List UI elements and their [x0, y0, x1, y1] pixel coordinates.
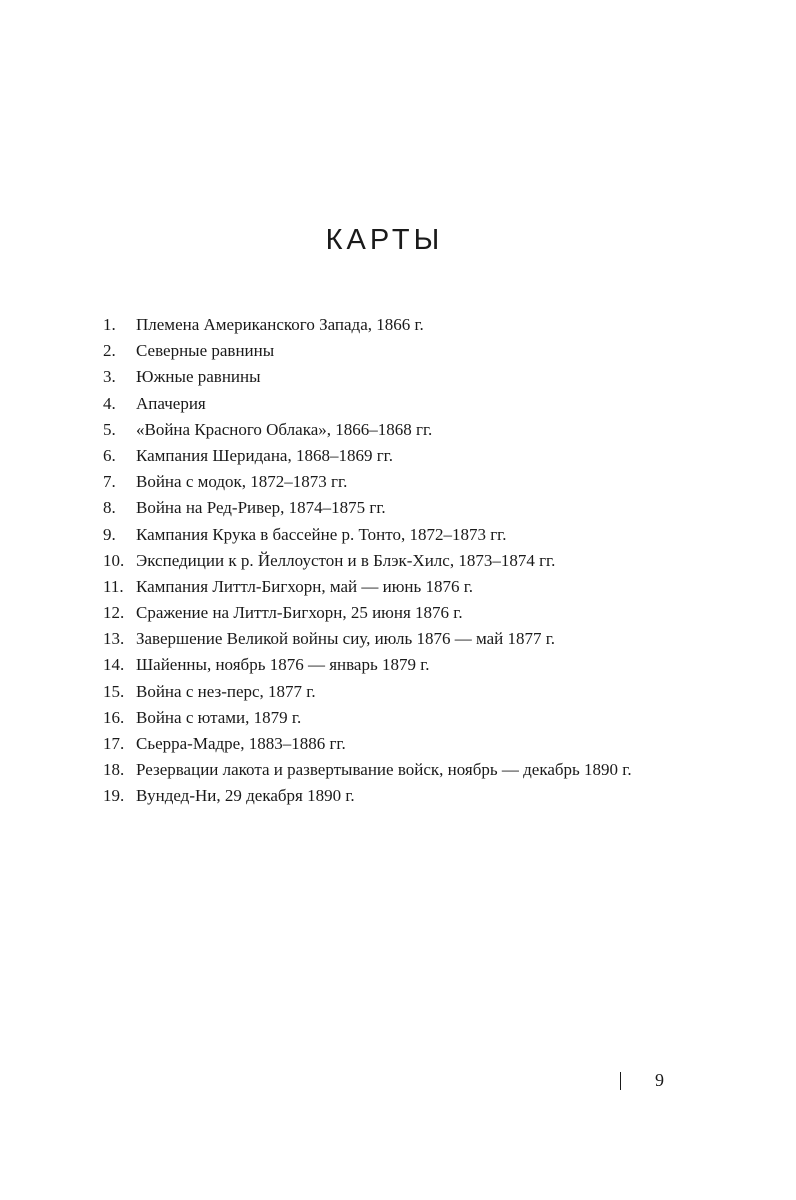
- item-number: 12.: [103, 603, 125, 623]
- item-number: 18.: [103, 760, 125, 780]
- item-number: 15.: [103, 681, 125, 701]
- list-item: [103, 783, 743, 809]
- item-number: 6.: [103, 445, 116, 465]
- list-item: [103, 731, 743, 757]
- list-item: [103, 626, 743, 652]
- item-title: Сражение на Литтл-Бигхорн, 25 июня 1876 г.: [136, 603, 463, 623]
- list-item: [103, 574, 743, 600]
- item-title: Южные равнины: [136, 367, 261, 387]
- list-item: [103, 652, 743, 678]
- item-title: Война с нез-перс, 1877 г.: [136, 681, 316, 701]
- list-item: [103, 312, 743, 338]
- item-number: 8.: [103, 498, 116, 518]
- item-number: 2.: [103, 341, 116, 361]
- item-number: 19.: [103, 786, 125, 806]
- item-number: 1.: [103, 315, 116, 334]
- list-item: [103, 679, 743, 705]
- list-item: [103, 548, 743, 574]
- list-item: [103, 495, 743, 521]
- list-item: [103, 417, 743, 443]
- list-item: [103, 391, 743, 417]
- item-number: 7.: [103, 472, 116, 492]
- list-item: [103, 757, 743, 783]
- item-number: 13.: [103, 629, 125, 649]
- list-item: [103, 469, 743, 495]
- item-number: 16.: [103, 707, 125, 727]
- item-number: 10.: [103, 550, 125, 570]
- item-number: 9.: [103, 524, 116, 544]
- item-number: 4.: [103, 393, 116, 413]
- item-number: 14.: [103, 655, 125, 675]
- item-title: «Война Красного Облака», 1866–1868 гг.: [136, 419, 433, 439]
- item-title: Кампания Шеридана, 1868–1869 гг.: [136, 445, 393, 465]
- item-number: 17.: [103, 734, 125, 753]
- page-number: 9: [655, 1070, 664, 1090]
- item-title: Экспедиции к р. Йеллоустон и в Блэк-Хилс, 1873–1874 гг.: [136, 550, 556, 570]
- item-title: Кампания Литтл-Бигхорн, май — июнь 1876 г.: [136, 576, 474, 596]
- item-title: Апачерия: [136, 393, 206, 413]
- item-title: Кампания Крука в бассейне р. Тонто, 1872–1873 гг.: [136, 524, 507, 544]
- item-title: Племена Американского Запада, 1866 г.: [136, 315, 424, 334]
- item-title: Война с модок, 1872–1873 гг.: [136, 472, 348, 492]
- item-title: Северные равнины: [136, 341, 275, 361]
- item-title: Война с ютами, 1879 г.: [136, 707, 302, 727]
- item-title: Война на Ред-Ривер, 1874–1875 гг.: [136, 498, 386, 518]
- item-title: Резервации лакота и развертывание войск, ноябрь — декабрь 1890 г.: [136, 760, 632, 780]
- item-title: Сьерра-Мадре, 1883–1886 гг.: [136, 734, 346, 753]
- item-number: 3.: [103, 367, 116, 387]
- maps-list: [103, 312, 743, 810]
- item-number: 11.: [103, 576, 124, 596]
- item-title: Шайенны, ноябрь 1876 — январь 1879 г.: [136, 655, 430, 675]
- item-title: Вундед-Ни, 29 декабря 1890 г.: [136, 786, 355, 806]
- list-item: [103, 338, 743, 364]
- list-item: [103, 600, 743, 626]
- list-item: [103, 522, 743, 548]
- list-item: [103, 364, 743, 390]
- item-number: 5.: [103, 419, 116, 439]
- footer-divider: [620, 1072, 621, 1090]
- list-item: [103, 705, 743, 731]
- item-title: Завершение Великой войны сиу, июль 1876 — май 1877 г.: [136, 629, 556, 649]
- list-item: [103, 443, 743, 469]
- page-title: КАРТЫ: [325, 224, 444, 256]
